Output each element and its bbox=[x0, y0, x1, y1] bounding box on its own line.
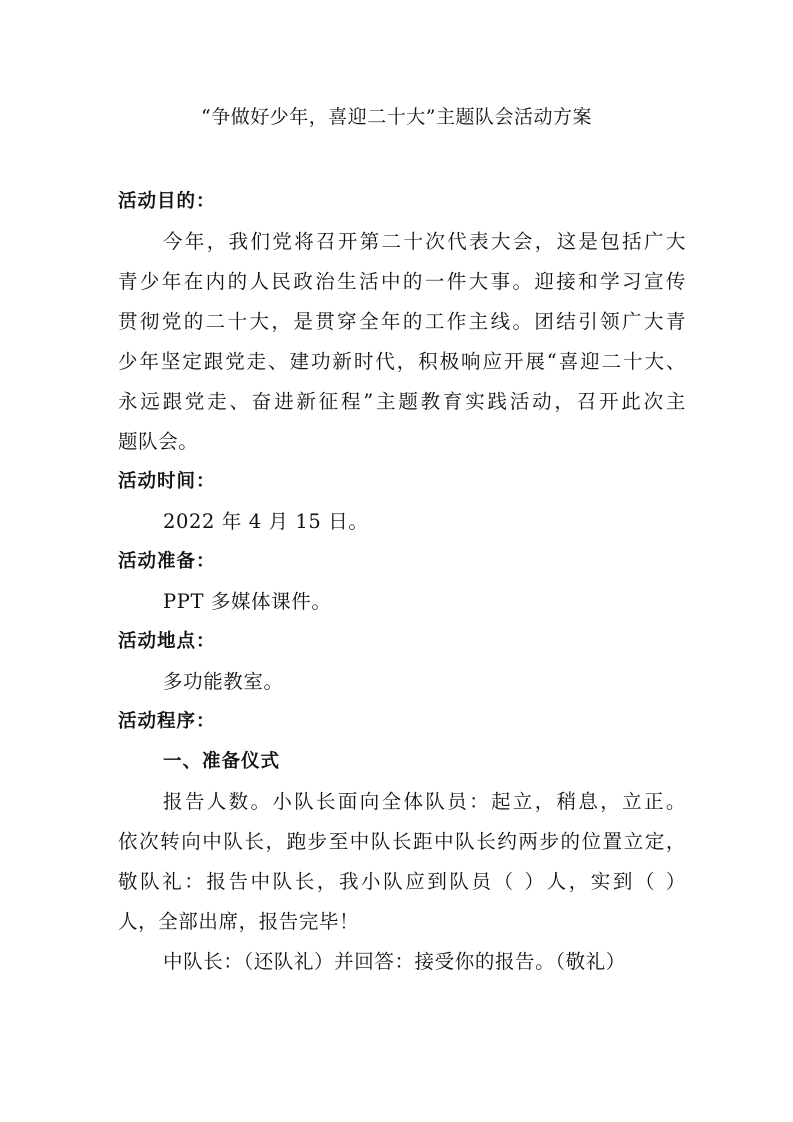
report-line-1: 报告人数。小队长面向全体队员：起立，稍息，立正。 bbox=[163, 790, 686, 813]
time-heading: 活动时间： bbox=[118, 471, 216, 492]
location-text: 多功能教室。 bbox=[163, 670, 284, 693]
reply-line: 中队长：（还队礼）并回答：接受你的报告。（敬礼） bbox=[163, 950, 626, 973]
purpose-line-4: 少年坚定跟党走、建功新时代，积极响应开展“喜迎二十大、 bbox=[118, 350, 686, 373]
preparation-heading: 活动准备： bbox=[118, 551, 216, 572]
procedure-step1-heading: 一、准备仪式 bbox=[163, 751, 281, 772]
document-title: “争做好少年，喜迎二十大”主题队会活动方案 bbox=[201, 106, 592, 128]
report-line-3: 敬队礼：报告中队长，我小队应到队员（ ）人，实到（ ） bbox=[118, 870, 686, 893]
report-line-2: 依次转向中队长，跑步至中队长距中队长约两步的位置立定， bbox=[118, 830, 686, 853]
purpose-heading: 活动目的： bbox=[118, 191, 216, 212]
preparation-text: PPT 多媒体课件。 bbox=[163, 590, 332, 613]
procedure-heading: 活动程序： bbox=[118, 711, 216, 732]
time-text: 2022 年 4 月 15 日。 bbox=[163, 510, 369, 533]
document-body bbox=[118, 182, 686, 982]
purpose-line-5: 永远跟党走、奋进新征程”主题教育实践活动，召开此次主 bbox=[118, 390, 686, 413]
purpose-line-6: 题队会。 bbox=[118, 430, 199, 453]
purpose-line-3: 贯彻党的二十大，是贯穿全年的工作主线。团结引领广大青 bbox=[118, 310, 686, 333]
location-heading: 活动地点： bbox=[118, 631, 216, 652]
report-line-4: 人，全部出席，报告完毕！ bbox=[118, 910, 360, 933]
purpose-line-1: 今年，我们党将召开第二十次代表大会，这是包括广大 bbox=[163, 230, 686, 253]
purpose-line-2: 青少年在内的人民政治生活中的一件大事。迎接和学习宣传 bbox=[118, 270, 686, 293]
